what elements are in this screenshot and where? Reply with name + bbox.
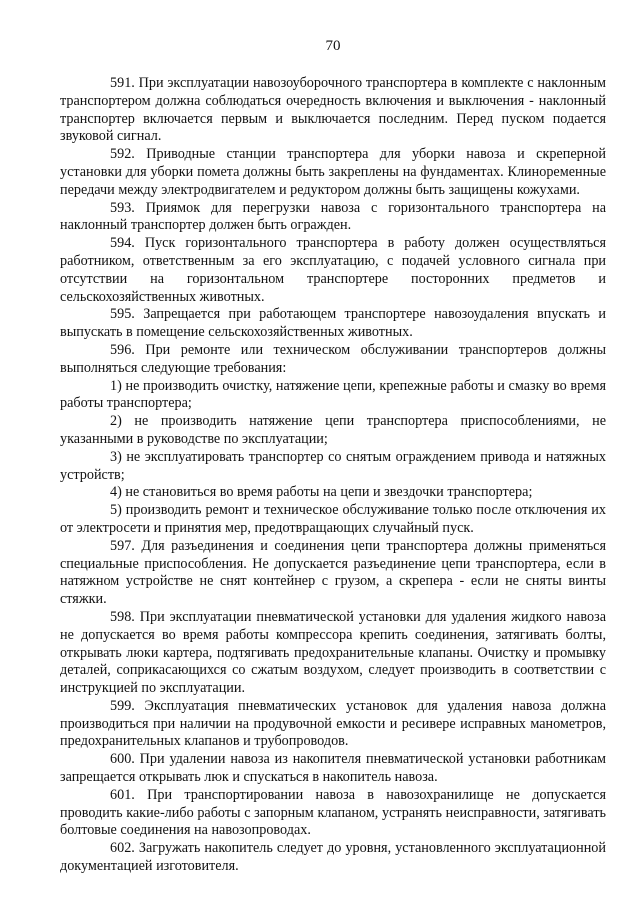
paragraph-594: 594. Пуск горизонтального транспортера в работу должен осуществляться работником, ответственным за его эксплуатацию, с подачей условного сигнала при отсутствии на горизонтальном транспортере посторонних предметов и сельскохозяйственных животных.: [60, 235, 606, 305]
paragraph-593: 593. Приямок для перегрузки навоза с горизонтального транспортера на наклонный транспортер должен быть огражден.: [60, 199, 606, 234]
paragraph-596: 596. При ремонте или техническом обслуживании транспортеров должны выполняться следующие требования:: [60, 341, 606, 376]
paragraph-602: 602. Загружать накопитель следует до уровня, установленного эксплуатационной документацией изготовителя.: [60, 840, 606, 875]
paragraph-595: 595. Запрещается при работающем транспортере навозоудаления впускать и выпускать в помещение сельскохозяйственных животных.: [60, 306, 606, 341]
list-item-596-4: 4) не становиться во время работы на цепи и звездочки транспортера;: [110, 484, 533, 501]
list-item-596-2: 2) не производить натяжение цепи транспортера приспособлениями, не указанными в руководстве по эксплуатации;: [60, 413, 606, 447]
paragraph-592: 592. Приводные станции транспортера для уборки навоза и скреперной установки для уборки помета должны быть закреплены на фундаментах. Клиноременные передачи между электродвигателем и редуктором должны быть защищены кожухами.: [60, 146, 606, 198]
list-item-596-1: 1) не производить очистку, натяжение цепи, крепежные работы и смазку во время работы транспортера;: [60, 377, 606, 412]
page-number: 70: [325, 38, 341, 54]
paragraph-599: 599. Эксплуатация пневматических установок для удаления навоза должна производиться при наличии на продувочной емкости и ресивере исправных манометров, предохранительных клапанов и трубопроводов.: [60, 697, 606, 750]
paragraph-601: 601. При транспортировании навоза в навозохранилище не допускается проводить какие-либо работы с запорным клапаном, устранять неисправности, затягивать болтовые соединения на навозопроводах.: [60, 786, 606, 839]
list-item-596-5: 5) производить ремонт и техническое обслуживание только после отключения их от электросети и принятия мер, предотвращающих случайный пуск.: [60, 502, 606, 536]
paragraph-598: 598. При эксплуатации пневматической установки для удаления жидкого навоза не допускается во время работы компрессора крепить соединения, затягивать болты, открывать люки картера, подтягивать предохранительные клапаны. Очистку и промывку деталей, соприкасающихся со сжатым воздухом, следует производить в соответствии с инструкцией по эксплуатации.: [60, 608, 606, 697]
paragraph-591: 591. При эксплуатации навозоуборочного транспортера в комплекте с наклонным транспортером должна соблюдаться очередность включения и выключения - наклонный транспортер включается первым и выключается последним. Перед пуском подается звуковой сигнал.: [60, 75, 606, 145]
paragraph-597: 597. Для разъединения и соединения цепи транспортера должны применяться специальные приспособления. Не допускается разъединение цепи транспортера, если в натяжном устройстве не снят контейнер с грузом, а скрепера - если не сняты винты стяжки.: [60, 537, 606, 608]
paragraph-600: 600. При удалении навоза из накопителя пневматической установки работникам запрещается открывать люк и спускаться в накопитель навоза.: [60, 751, 606, 786]
list-item-596-3: 3) не эксплуатировать транспортер со снятым ограждением привода и натяжных устройств;: [60, 448, 606, 483]
